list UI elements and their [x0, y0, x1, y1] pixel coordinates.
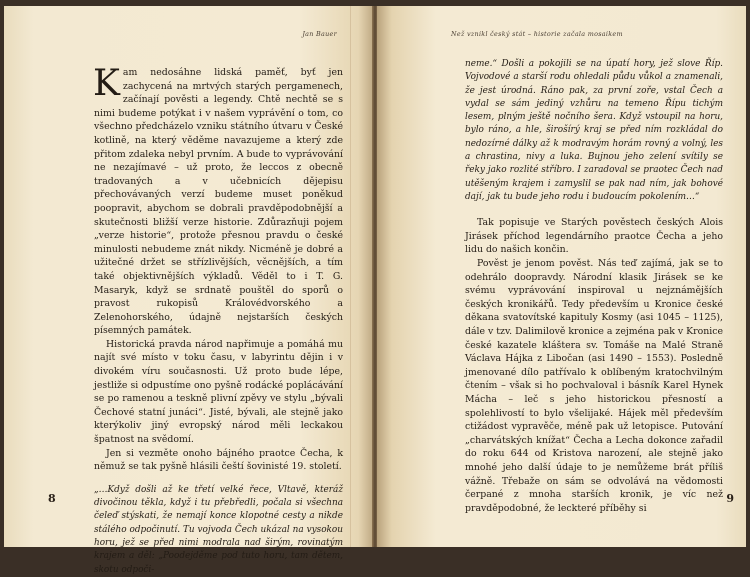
running-head-right: Než vznikl český stát – historie začala mosaikem [451, 30, 623, 38]
quotation-block: neme.“ Došli a pokojili se na úpatí hory, jež slove Říp. Vojvodové a starší rodu ohledali půdu vůkol a znamenali, že jest úrodná. Ráno pak, za první zoře, vstal Čech a vydal se sám jediný vzhůru na temeno Řípu tichým lesem, plným ještě nočního šera. Když vstoupil na horu, bylo ráno, a hle, širošírý kraj se před ním rozkládal do nedozírné dálky až k modravým horám rovný a volný, les a chrastina, nivy a luka. Bujnou jeho zelení svítily se řeky jako rozlité stříbro. I zaradoval se praotec Čech nad utěšeným krajem i zamyslil se pak nad ním, jak bohové dají, jak tu bude jeho rodu i budoucím pokolením…“ [465, 59, 723, 202]
body-paragraph: Pověst je jenom pověst. Nás teď zajímá, jak se to odehrálo doopravdy. Národní klasik Jirásek se ke svému vyprávování inspiroval u nejznámějších českých kronikářů. Tedy především u Kronice české děkana svatovítské kapituly Kosmy (asi 1045 – 1125), dále v tzv. Dalimilově kronice a zejména pak v Kronice české kazatele kláštera sv. Tomáše na Malé Straně Václava Hájka z Libočan (asi 1490 – 1553). Posledně jmenované dílo patřívalo k oblíbeným kratochvilným čtením – však si ho pochvaloval i básník Karel Hynek Mácha – leč s jeho historickou přesností a spolehlivostí to bylo všelijaké. Hájek měl především ctižádost vypravěče, méně pak už letopisce. Putování „charvátských knížat“ Čecha a Lecha dokonce zařadil do roku 644 od Kristova narození, ale stejně jako mnohé jeho další údaje to je nemůžeme brát příliš vážně. Třebaže on sám se odvolává na vědomosti čerpané z mnoha starších kronik, je víc než pravděpodobné, že leckteré příběhy si [465, 258, 723, 514]
page-number-left: 8 [48, 492, 56, 505]
body-paragraph: Tak popisuje ve Starých pověstech českých Alois Jirásek příchod legendárního praotce Čecha a jeho lidu do našich končin. [465, 217, 723, 256]
page-number-right: 9 [726, 492, 734, 505]
right-page [377, 6, 746, 547]
quotation-block: „…Když došli až ke třetí velké řece, Vltavě, kteráž divočinou těkla, když i tu přebředli, počala si všechna čeleď stýskati, že nemají konce klopotné cesty a nikde stálého odpočinutí. Tu vojvoda Čech ukázal na vysokou horu, jež se před nimi modrala nad širým, rovinatým krajem a děl: „Poodejděme pod tuto horu, tam dětem, skotu odpoči- [94, 484, 343, 575]
running-head-left: Jan Bauer [302, 30, 337, 38]
body-paragraph: Jen si vezměte onoho bájného praotce Čecha, k němuž se tak pyšně hlásili čeští šovinisté 19. století. [94, 447, 343, 473]
left-page-body [93, 63, 343, 577]
body-paragraph: Historická pravda národ napřimuje a pomáhá mu najít své místo v toku času, v labyrintu dějin i v divokém víru současnosti. Už proto bude lépe, jestliže si odpustíme ono pyšně rodácké poplácávání se po ramenou a teskně plivní zpěvy ve stylu „bývali Čechové statní junáci“. Jisté, bývali, ale stejně jako kterýkoliv jiný evropský národ měli leckakou špatnost na svědomí. [94, 338, 343, 446]
body-paragraph [93, 63, 343, 338]
drop-cap: K [93, 63, 120, 104]
page-edge-shadow [350, 6, 351, 547]
right-page-body [465, 58, 723, 515]
paragraph-text: am nedosáhne lidská paměť, byť jen zachycená na mrtvých starých pergamenech, začínají pověsti a legendy. Chtě nechtě se s nimi budeme potýkat i v našem vyprávění o tom, co všechno předcházelo vzniku státního útvaru v České kotlině, na který věděme navazujeme a který zde přitom zdaleka nebyl prvním. A bude to vyprávování ne nezajímavé – už proto, že leccos z obecně tradovaných a v učebnicích dějepisu přechovávaných verzí budeme muset poněkud poopravit, abychom se dobrali pravděpodobnější a skutečnosti bližší verze historie. Zdůrazňuji pojem „verze historie“, protože přesnou pravdu o české minulosti nebudeme znát nikdy. Nicméně je dobré a užitečné držet se střízlivějších, věcnějších, a tím také objektivnějších výkladů. Věděl to i T. G. Masaryk, když se srdnatě pouštěl do sporů o pravost rukopisů Královédvorského a Zelenohorského, údajně nejstarších českých písemných památek. [94, 67, 343, 337]
left-page [4, 6, 373, 575]
